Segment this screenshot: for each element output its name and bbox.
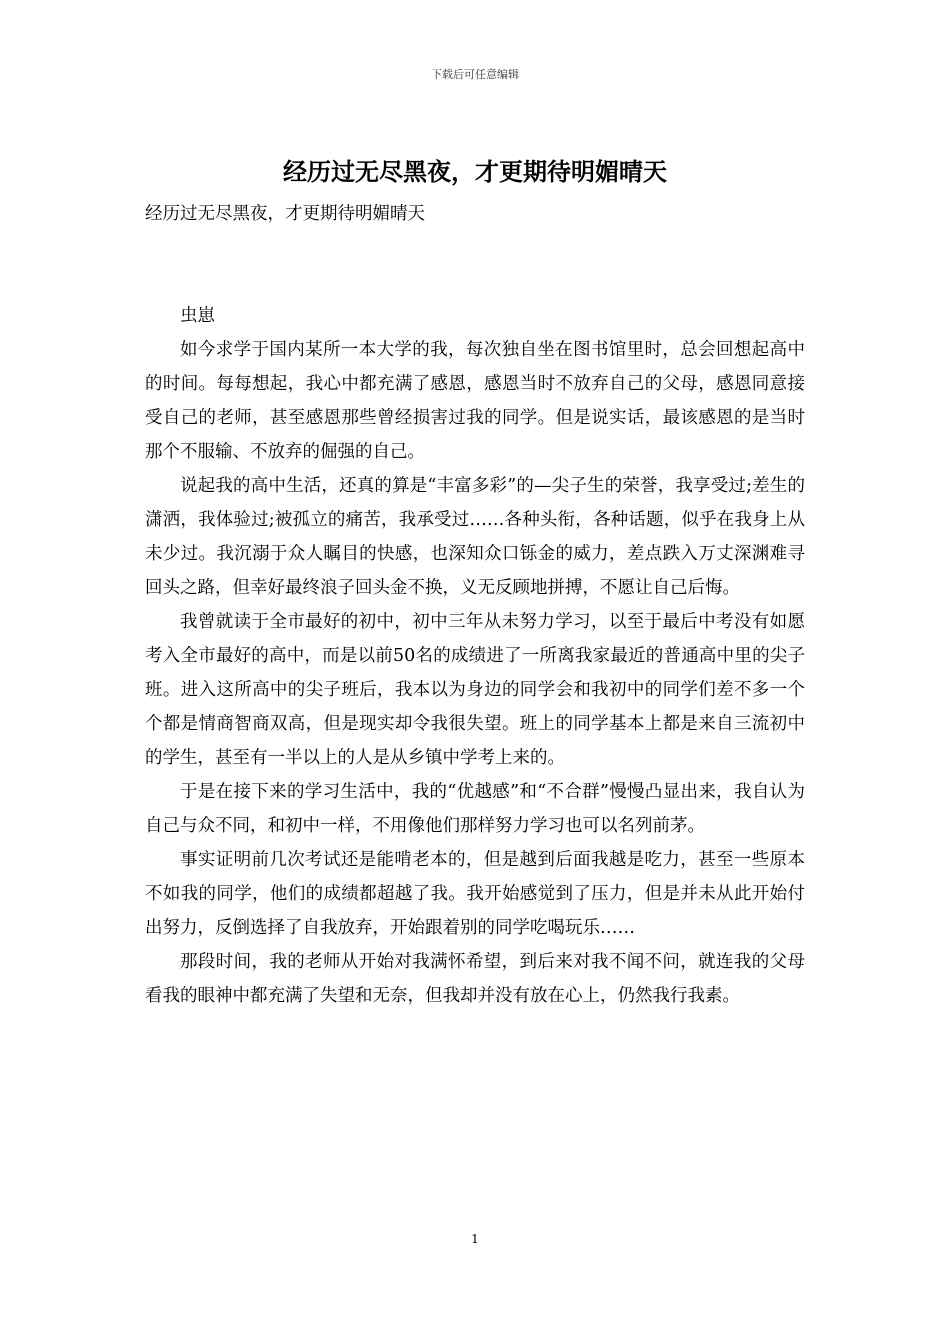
paragraph-4: 于是在接下来的学习生活中，我的“优越感”和“不合群”慢慢凸显出来，我自认为自己与众不同，和初中一样，不用像他们那样努力学习也可以名列前茅。 [145,782,805,836]
page-number: 1 [471,1232,479,1246]
paragraph-2: 说起我的高中生活，还真的算是“丰富多彩”的—尖子生的荣誉，我享受过;差生的潇洒，我体验过;被孤立的痛苦，我承受过……各种头衔，各种话题，似乎在我身上从未少过。我沉溺于众人瞩目的快感，也深知众口铄金的威力，差点跌入万丈深渊难寻回头之路，但幸好最终浪子回头金不换，义无反顾地拼搏，不愿让自己后悔。 [145,476,805,598]
paragraph-5: 事实证明前几次考试还是能啃老本的，但是越到后面我越是吃力，甚至一些原本不如我的同学，他们的成绩都超越了我。我开始感觉到了压力，但是并未从此开始付出努力，反倒选择了自我放弃，开始跟着别的同学吃喝玩乐…… [145,850,805,938]
blank-line [145,231,805,265]
paragraph-3: 我曾就读于全市最好的初中，初中三年从未努力学习，以至于最后中考没有如愿考入全市最好的高中，而是以前50名的成绩进了一所离我家最近的普通高中里的尖子班。进入这所高中的尖子班后，我本以为身边的同学会和我初中的同学们差不多一个个都是情商智商双高，但是现实却令我很失望。班上的同学基本上都是来自三流初中的学生，甚至有一半以上的人是从乡镇中学考上来的。 [145,612,805,768]
document-body [145,197,805,1013]
document-title: 经历过无尽黑夜，才更期待明媚晴天 [283,157,667,186]
paragraph-6: 那段时间，我的老师从开始对我满怀希望，到后来对我不闻不问，就连我的父母看我的眼神中都充满了失望和无奈，但我却并没有放在心上，仍然我行我素。 [145,952,805,1006]
document-subtitle: 经历过无尽黑夜，才更期待明媚晴天 [145,204,425,224]
page-header-note: 下载后可任意编辑 [431,68,519,81]
paragraph-1: 如今求学于国内某所一本大学的我，每次独自坐在图书馆里时，总会回想起高中的时间。每每想起，我心中都充满了感恩，感恩当时不放弃自己的父母，感恩同意接受自己的老师，甚至感恩那些曾经损害过我的同学。但是说实话，最该感恩的是当时那个不服输、不放弃的倔强的自己。 [145,340,805,462]
author-name: 虫崽 [180,306,215,326]
